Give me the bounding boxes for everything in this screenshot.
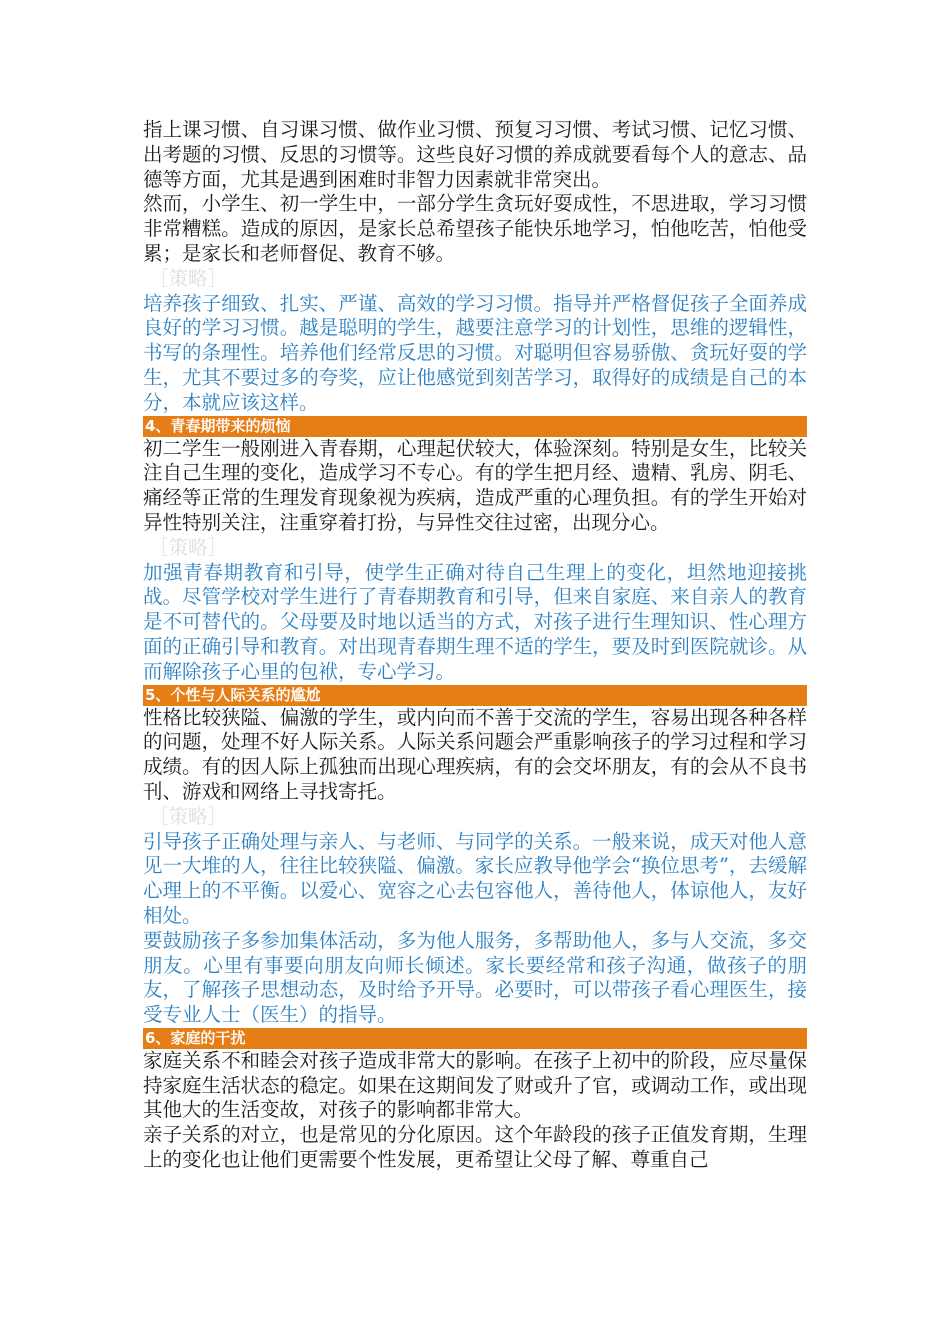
document-page [143,118,807,1173]
strategy-label: ［策略］ [149,804,228,828]
section-6-body-1: 家庭关系不和睦会对孩子造成非常大的影响。在孩子上初中的阶段，应尽量保持家庭生活状态的稳定。如果在这期间发了财或升了官，或调动工作，或出现其他大的生活变故，对孩子的影响都非常大。 [143,1048,807,1122]
strategy-label: ［策略］ [149,266,228,290]
section-4-body: 初二学生一般刚进入青春期，心理起伏较大，体验深刻。特别是女生，比较关注自己生理的变化，造成学习不专心。有的学生把月经、遗精、乳房、阴毛、痛经等正常的生理发育现象视为疾病，造成严重的心理负担。有的学生开始对异性特别关注，注重穿着打扮，与异性交往过密，出现分心。 [143,436,807,534]
intro-paragraph-1: 指上课习惯、自习课习惯、做作业习惯、预复习习惯、考试习惯、记忆习惯、出考题的习惯、反思的习惯等。这些良好习惯的养成就要看每个人的意志、品德等方面，尤其是遇到困难时非智力因素就非常突出。 [143,118,807,191]
intro-paragraph-2: 然而，小学生、初一学生中，一部分学生贪玩好耍成性，不思进取，学习习惯非常糟糕。造成的原因，是家长总希望孩子能快乐地学习，怕他吃苦，怕他受累；是家长和老师督促、教育不够。 [143,192,807,265]
section-4-strategy: 加强青春期教育和引导，使学生正确对待自己生理上的变化，坦然地迎接挑战。尽管学校对学生进行了青春期教育和引导，但来自家庭、来自亲人的教育是不可替代的。父母要及时地以适当的方式，对孩子进行生理知识、性心理方面的正确引导和教育。对出现青春期生理不适的学生，要及时到医院就诊。从而解除孩子心里的包袱，专心学习。 [143,560,807,683]
section-5-strategy-1: 引导孩子正确处理与亲人、与老师、与同学的关系。一般来说，成天对他人意见一大堆的人，往往比较狭隘、偏激。家长应教导他学会“换位思考”，去缓解心理上的不平衡。以爱心、宽容之心去包容他人，善待他人，体谅他人，友好相处。 [143,829,807,927]
section-5-body: 性格比较狭隘、偏激的学生，或内向而不善于交流的学生，容易出现各种各样的问题，处理不好人际关系。人际关系问题会严重影响孩子的学习过程和学习成绩。有的因人际上孤独而出现心理疾病，有的会交坏朋友，有的会从不良书刊、游戏和网络上寻找寄托。 [143,705,807,803]
section-heading-5: 5、个性与人际关系的尴尬 [143,685,807,706]
strategy-label: ［策略］ [149,535,228,559]
section-heading-4: 4、青春期带来的烦恼 [143,416,807,437]
strategy-paragraph: 培养孩子细致、扎实、严谨、高效的学习习惯。指导并严格督促孩子全面养成良好的学习习惯。越是聪明的学生，越要注意学习的计划性，思维的逻辑性，书写的条理性。培养他们经常反思的习惯。对聪明但容易骄傲、贪玩好耍的学生，尤其不要过多的夸奖，应让他感觉到刻苦学习，取得好的成绩是自己的本分，本就应该这样。 [143,291,807,414]
section-heading-6: 6、家庭的干扰 [143,1028,807,1049]
section-5-strategy-2: 要鼓励孩子多参加集体活动，多为他人服务，多帮助他人，多与人交流，多交朋友。心里有事要向朋友向师长倾述。家长要经常和孩子沟通，做孩子的朋友，了解孩子思想动态，及时给予开导。必要时，可以带孩子看心理医生，接受专业人士（医生）的指导。 [143,928,807,1027]
section-6-body-2: 亲子关系的对立，也是常见的分化原因。这个年龄段的孩子正值发育期，生理上的变化也让他们更需要个性发展，更希望让父母了解、尊重自己 [143,1123,807,1172]
